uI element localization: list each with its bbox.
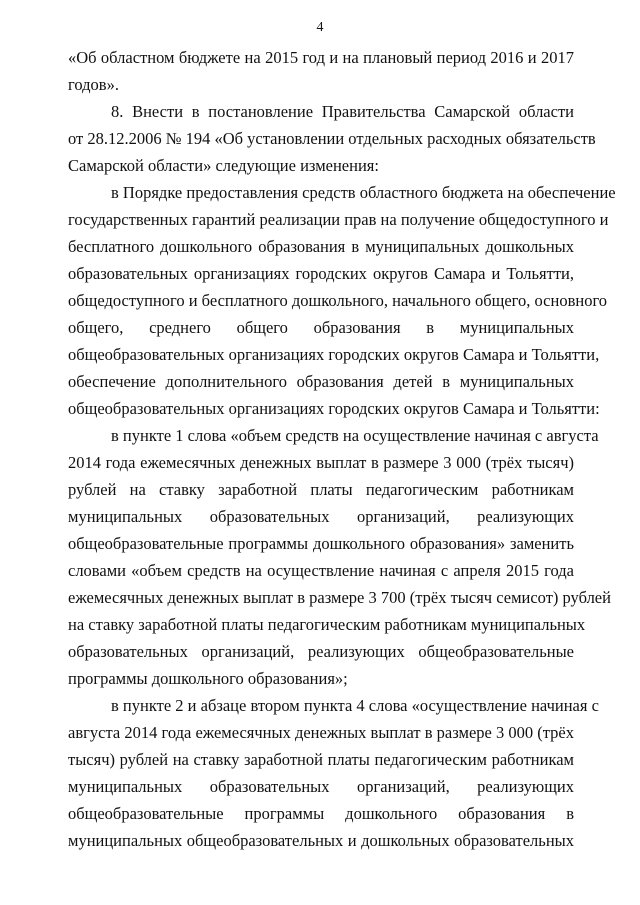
- text-line: в пункте 2 и абзаце втором пункта 4 слова «осуществление начиная с: [111, 696, 599, 715]
- text-line: общеобразовательных организациях городских округов Самара и Тольятти,: [68, 345, 600, 364]
- text-line: 2014 года ежемесячных денежных выплат в размере 3 000 (трёх тысяч): [68, 453, 574, 472]
- text-line: словами «объем средств на осуществление начиная с апреля 2015 года: [68, 561, 574, 580]
- text-line: обеспечение дополнительного образования детей в муниципальных: [68, 372, 574, 391]
- text-line: муниципальных общеобразовательных и дошкольных образовательных: [68, 831, 574, 850]
- text-line: общеобразовательные программы дошкольного образования в: [68, 804, 574, 823]
- text-line: программы дошкольного образования»;: [68, 669, 348, 688]
- text-line: годов».: [68, 75, 119, 94]
- text-line: августа 2014 года ежемесячных денежных выплат в размере 3 000 (трёх: [68, 723, 574, 742]
- text-line: образовательных организаций, реализующих общеобразовательные: [68, 642, 574, 661]
- text-line: рублей на ставку заработной платы педагогическим работникам: [68, 480, 574, 499]
- text-line: Самарской области» следующие изменения:: [68, 156, 379, 175]
- text-line: тысяч) рублей на ставку заработной платы педагогическим работникам: [68, 750, 574, 769]
- text-line: «Об областном бюджете на 2015 год и на плановый период 2016 и 2017: [68, 48, 574, 67]
- text-line: муниципальных образовательных организаций, реализующих: [68, 507, 574, 526]
- text-line: общего, среднего общего образования в муниципальных: [68, 318, 574, 337]
- text-line: 8. Внести в постановление Правительства Самарской области: [111, 102, 574, 121]
- text-line: в пункте 1 слова «объем средств на осуществление начиная с августа: [111, 426, 599, 445]
- text-line: общеобразовательные программы дошкольного образования» заменить: [68, 534, 574, 553]
- text-line: в Порядке предоставления средств областного бюджета на обеспечение: [111, 183, 616, 202]
- text-line: бесплатного дошкольного образования в муниципальных дошкольных: [68, 237, 574, 256]
- text-line: от 28.12.2006 № 194 «Об установлении отдельных расходных обязательств: [68, 129, 596, 148]
- text-line: общедоступного и бесплатного дошкольного, начального общего, основного: [68, 291, 608, 310]
- text-line: ежемесячных денежных выплат в размере 3 700 (трёх тысяч семисот) рублей: [68, 588, 611, 607]
- page-number: 4: [316, 20, 324, 35]
- text-line: муниципальных образовательных организаций, реализующих: [68, 777, 574, 796]
- text-line: на ставку заработной платы педагогическим работникам муниципальных: [68, 615, 586, 634]
- text-line: образовательных организациях городских округов Самара и Тольятти,: [68, 264, 574, 283]
- text-line: государственных гарантий реализации прав на получение общедоступного и: [68, 210, 609, 229]
- text-line: общеобразовательных организациях городских округов Самара и Тольятти:: [68, 399, 600, 418]
